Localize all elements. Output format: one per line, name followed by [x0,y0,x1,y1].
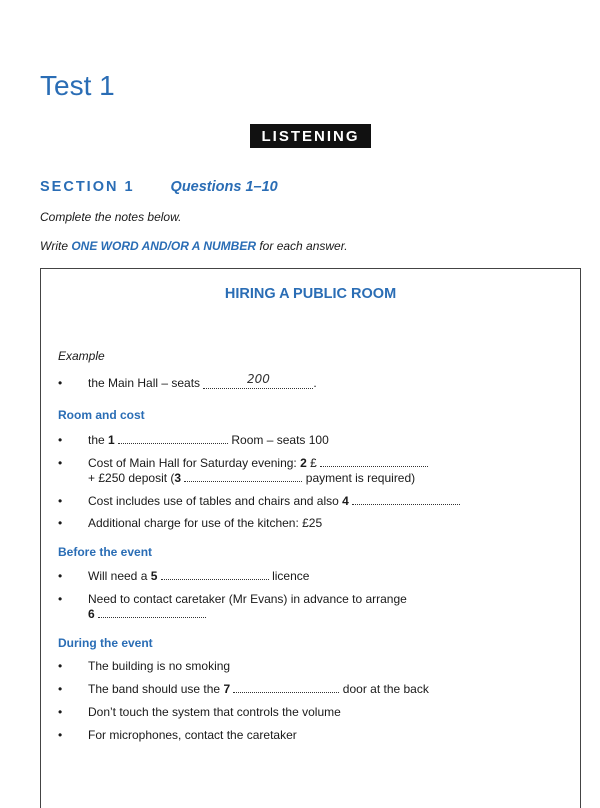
question-number: 3 [174,471,182,485]
section-heading [40,179,278,195]
item-text: + £250 deposit ( [88,471,175,485]
list-item-q6 [58,606,206,622]
list-item-q4 [58,493,460,509]
instruction-suffix: for each answer. [256,239,348,253]
question-number: 7 [223,682,231,696]
instruction-complete-notes: Complete the notes below. [40,210,182,224]
example-label: Example [58,349,105,363]
item-text: The building is no smoking [88,659,231,673]
list-item-q3 [58,470,415,486]
list-item-q1 [58,432,329,448]
test-title: Test 1 [40,70,115,101]
bullet: • [58,569,63,583]
item-text: Room – seats 100 [228,433,329,447]
bullet: • [58,682,63,696]
bullet: • [58,592,63,606]
item-text: Additional charge for use of the kitchen: £25 [88,516,323,530]
instruction-word-limit [40,239,348,253]
question-number: 5 [150,569,158,583]
bullet: • [58,516,63,530]
list-item-volume [58,704,341,720]
instruction-emphasis: ONE WORD AND/OR A NUMBER [71,239,257,253]
answer-blank-4[interactable] [352,494,460,505]
notes-title: HIRING A PUBLIC ROOM [224,286,397,302]
heading-before-event: Before the event [58,545,153,559]
instruction-prefix: Write [40,239,72,253]
bullet: • [58,705,63,719]
item-text: Need to contact caretaker (Mr Evans) in advance to arrange [88,592,407,606]
listening-badge: LISTENING [250,124,371,148]
list-item-no-smoking [58,658,230,674]
question-number: 4 [342,494,349,508]
item-text: licence [268,569,310,583]
item-text: Don’t touch the system that controls the volume [88,705,341,719]
section-label: SECTION 1 [40,179,135,195]
answer-blank-7[interactable] [233,682,339,693]
answer-blank-5[interactable] [161,569,269,580]
item-text: Will need a [88,569,151,583]
list-item-caretaker [58,591,407,607]
item-text: payment is required) [302,471,416,485]
item-text: £ [306,456,317,470]
question-number: 2 [300,456,307,470]
bullet: • [58,659,63,673]
item-text: the [88,433,109,447]
example-item [58,372,317,391]
item-text: Cost of Main Hall for Saturday evening: [88,456,301,470]
heading-during-event: During the event [58,636,153,650]
list-item-q5 [58,568,309,584]
bullet: • [58,494,63,508]
answer-blank-2[interactable] [320,456,428,467]
example-text: the Main Hall – seats [88,376,204,390]
bullet: • [58,728,63,742]
answer-blank-3[interactable] [184,471,302,482]
item-text: The band should use the [88,682,224,696]
bullet: • [58,376,63,390]
list-item-kitchen [58,515,322,531]
answer-blank-1[interactable] [118,433,228,444]
bullet: • [58,456,63,470]
questions-label: Questions 1–10 [170,179,278,195]
item-text: door at the back [339,682,429,696]
notes-box [40,268,581,808]
list-item-microphones [58,727,297,743]
answer-blank-6[interactable] [98,607,206,618]
item-text: Cost includes use of tables and chairs and also [88,494,343,508]
bullet: • [58,433,63,447]
example-answer: 200 [203,375,313,389]
example-suffix: . [313,376,317,390]
item-text: For microphones, contact the caretaker [88,728,297,742]
list-item-q2 [58,455,428,471]
list-item-q7 [58,681,429,697]
question-number: 1 [108,433,115,447]
heading-room-and-cost: Room and cost [58,408,145,422]
question-number: 6 [88,607,95,621]
